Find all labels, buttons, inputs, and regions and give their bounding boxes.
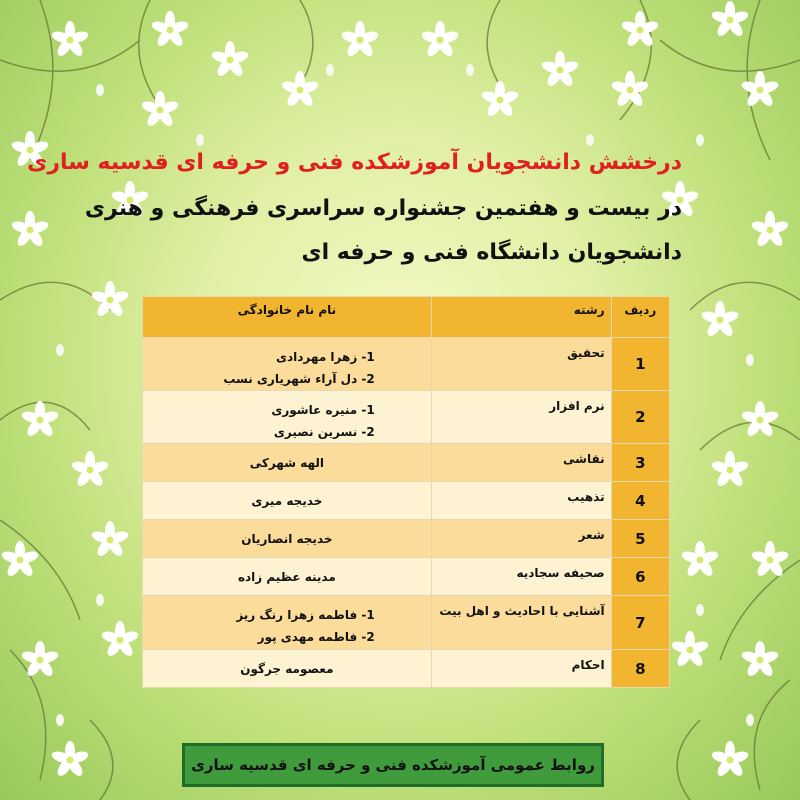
title-line-2: در بیست و هفتمین جشنواره سراسری فرهنگی و هنری <box>84 196 682 221</box>
name-entry: مدینه عظیم زاده <box>237 570 336 584</box>
name-entry: 2- نسرین نصیری <box>273 425 375 439</box>
row-field: آشنایی با احادیث و اهل بیت <box>431 596 611 650</box>
row-number: 1 <box>611 338 669 391</box>
table-row <box>143 338 670 391</box>
name-entry: 1- منیره عاشوری <box>271 403 375 417</box>
row-field: شعر <box>431 520 611 558</box>
name-entry: 2- دل آراء شهریاری نسب <box>223 372 375 386</box>
row-number: 7 <box>611 596 669 650</box>
results-table <box>142 296 670 688</box>
name-entry: معصومه جرگون <box>240 662 334 676</box>
row-names <box>143 596 432 650</box>
row-number: 2 <box>611 391 669 444</box>
row-field: احکام <box>431 650 611 688</box>
table-row <box>143 650 670 688</box>
table-row <box>143 596 670 650</box>
name-entry: 2- فاطمه مهدی پور <box>257 630 375 644</box>
row-names <box>143 520 432 558</box>
name-entry: 1- زهرا مهردادی <box>276 350 375 364</box>
row-field: تذهیب <box>431 482 611 520</box>
row-number: 4 <box>611 482 669 520</box>
name-entry: خدیجه انصاریان <box>241 532 333 546</box>
table-row <box>143 520 670 558</box>
table-row <box>143 482 670 520</box>
row-number: 5 <box>611 520 669 558</box>
row-field: نقاشی <box>431 444 611 482</box>
table-row <box>143 444 670 482</box>
name-entry: خدیجه میری <box>251 494 323 508</box>
table-row <box>143 391 670 444</box>
row-field: نرم افزار <box>431 391 611 444</box>
row-number: 3 <box>611 444 669 482</box>
row-number: 6 <box>611 558 669 596</box>
title-line-1: درخشش دانشجویان آموزشکده فنی و حرفه ای قدسیه ساری <box>27 150 682 175</box>
row-names <box>143 338 432 391</box>
row-names <box>143 558 432 596</box>
header-row-no: ردیف <box>611 297 669 338</box>
header-field: رشته <box>431 297 611 338</box>
footer-banner: روابط عمومی آموزشکده فنی و حرفه ای قدسیه ساری <box>182 743 604 787</box>
row-number: 8 <box>611 650 669 688</box>
row-field: صحیفه سجادیه <box>431 558 611 596</box>
row-names <box>143 482 432 520</box>
row-names <box>143 650 432 688</box>
name-entry: الهه شهرکی <box>249 456 325 470</box>
header-names: نام نام خانوادگی <box>143 297 432 338</box>
table-row <box>143 558 670 596</box>
row-names <box>143 391 432 444</box>
table-header-row <box>143 297 670 338</box>
name-entry: 1- فاطمه زهرا رنگ ریز <box>236 608 375 622</box>
row-names <box>143 444 432 482</box>
row-field: تحقیق <box>431 338 611 391</box>
title-line-3: دانشجویان دانشگاه فنی و حرفه ای <box>301 240 682 265</box>
